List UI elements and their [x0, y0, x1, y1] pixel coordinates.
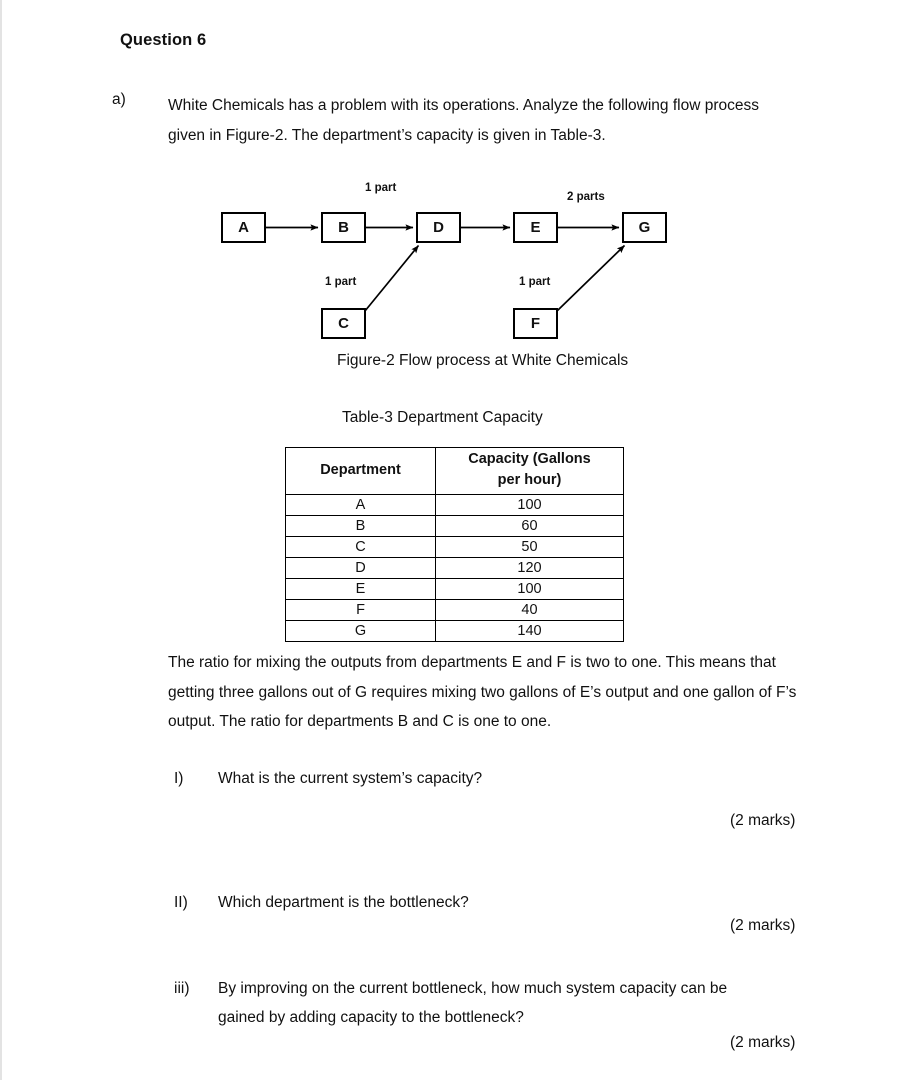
- cell-department: D: [286, 558, 436, 579]
- table-row: [286, 579, 624, 600]
- table-row: [286, 558, 624, 579]
- sub-question-1-text: What is the current system’s capacity?: [218, 770, 483, 787]
- page-title: Question 6: [120, 31, 207, 49]
- table-header-row: [286, 448, 624, 495]
- cell-capacity: 100: [436, 579, 624, 600]
- flow-node-f: F: [513, 308, 558, 339]
- part-a-text: White Chemicals has a problem with its operations. Analyze the following flow process given in Figure-2. The department’s capacity is given in Table-3.: [168, 97, 759, 144]
- edge-label-f-to-g: 1 part: [519, 276, 551, 288]
- table-row: [286, 621, 624, 642]
- edge-label-b-to-d: 1 part: [365, 182, 397, 194]
- sub-question-2: [174, 888, 734, 917]
- diagram-connectors: [202, 172, 702, 372]
- cell-department: F: [286, 600, 436, 621]
- flow-node-b: B: [321, 212, 366, 243]
- cell-capacity: 120: [436, 558, 624, 579]
- sub-question-3-text: By improving on the current bottleneck, how much system capacity can be gained by adding capacity to the bottleneck?: [218, 980, 728, 1026]
- table-row: [286, 537, 624, 558]
- part-a-marker: a): [112, 91, 126, 108]
- cell-department: E: [286, 579, 436, 600]
- cell-department: B: [286, 516, 436, 537]
- cell-department: G: [286, 621, 436, 642]
- flow-node-e: E: [513, 212, 558, 243]
- cell-capacity: 40: [436, 600, 624, 621]
- sub-question-1: [174, 764, 734, 793]
- sub-question-3-marker: iii): [174, 980, 190, 997]
- sub-question-2-text: Which department is the bottleneck?: [218, 894, 469, 911]
- sub-question-2-marker: II): [174, 894, 188, 911]
- flow-node-g: G: [622, 212, 667, 243]
- table-header-department: Department: [286, 448, 436, 495]
- department-capacity-table: [285, 447, 624, 642]
- flow-node-a: A: [221, 212, 266, 243]
- cell-capacity: 100: [436, 495, 624, 516]
- capacity-header-line1: Capacity (Gallons: [468, 451, 591, 467]
- sub-question-1-marks: (2 marks): [730, 812, 796, 829]
- cell-department: C: [286, 537, 436, 558]
- capacity-header-line2: per hour): [497, 472, 562, 488]
- ratio-paragraph: The ratio for mixing the outputs from departments E and F is two to one. This means that getting three gallons out of G requires mixing two gallons of E’s output and one gallon of F’s output. The ratio for departments B and C is one to one.: [168, 654, 797, 730]
- table-row: [286, 495, 624, 516]
- cell-capacity: 60: [436, 516, 624, 537]
- table-header-capacity: [436, 448, 624, 495]
- edge-label-e-to-g: 2 parts: [567, 191, 605, 203]
- table-row: [286, 516, 624, 537]
- edge-label-c-to-d: 1 part: [325, 276, 357, 288]
- flow-node-c: C: [321, 308, 366, 339]
- flow-process-diagram: [202, 172, 702, 372]
- sub-question-3-marks: (2 marks): [730, 1034, 796, 1051]
- sub-question-1-marker: I): [174, 770, 184, 787]
- cell-capacity: 140: [436, 621, 624, 642]
- sub-question-3: [174, 974, 774, 1032]
- sub-question-2-marks: (2 marks): [730, 917, 796, 934]
- flow-node-d: D: [416, 212, 461, 243]
- cell-department: A: [286, 495, 436, 516]
- table-title: Table-3 Department Capacity: [342, 409, 543, 426]
- table-row: [286, 600, 624, 621]
- figure-caption: Figure-2 Flow process at White Chemicals: [337, 352, 629, 369]
- cell-capacity: 50: [436, 537, 624, 558]
